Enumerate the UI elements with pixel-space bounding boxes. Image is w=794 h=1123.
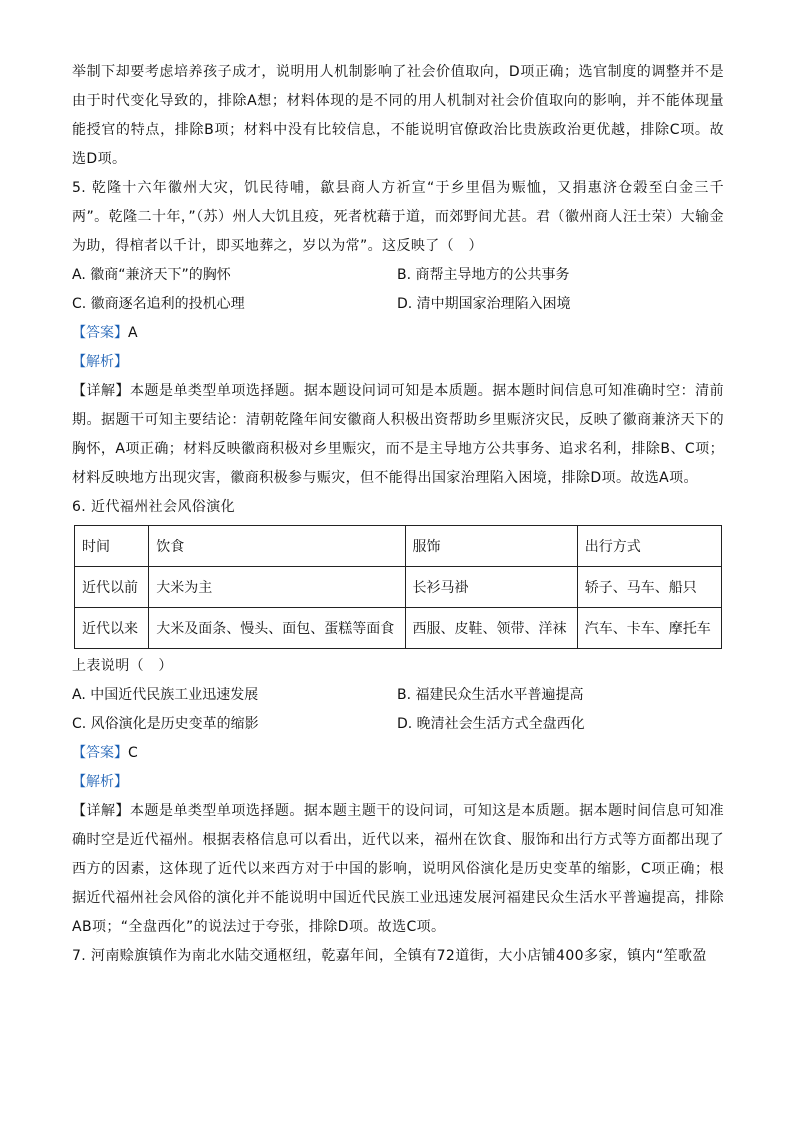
table-header-row	[75, 526, 722, 567]
q5-answer	[72, 319, 724, 348]
q5-option-d: D. 清中期国家治理陷入困境	[397, 296, 571, 312]
q6-option-b: B. 福建民众生活水平普遍提高	[397, 687, 584, 703]
q6-answer-value: C	[128, 745, 138, 761]
table-row	[75, 608, 722, 649]
q5-detail-text: 本题是单类型单项选择题。据本题设问词可知是本质题。据本题时间信息可知准确时空：清前期。据题干可知主要结论：清朝乾隆年间安徽商人积极出资帮助乡里赈济灾民，反映了徽商兼济天下的胸怀，A项正确；材料反映徽商积极对乡里赈灾，而不是主导地方公共事务、追求名利，排除B、C项；材料反映地方出现灾害，徽商积极参与赈灾，但不能得出国家治理陷入困境，排除D项。故选A项。	[72, 383, 724, 486]
document-page	[72, 58, 724, 971]
table-cell: 长衫马褂	[405, 567, 577, 608]
q6-option-a: A. 中国近代民族工业迅速发展	[72, 687, 259, 703]
table-header-cell: 出行方式	[577, 526, 721, 567]
q6-option-c: C. 风俗演化是历史变革的缩影	[72, 716, 259, 732]
q6-detail	[72, 797, 724, 942]
q6-answer-tag: 【答案】	[72, 745, 128, 761]
q7-stem: 7. 河南赊旗镇作为南北水陆交通枢纽，乾嘉年间，全镇有72道街，大小店铺400多家，镇内“笙歌盈	[72, 948, 707, 964]
q4-analysis-continued: 举制下却要考虑培养孩子成才，说明用人机制影响了社会价值取向，D项正确；选官制度的调整并不是由于时代变化导致的，排除A想；材料体现的是不同的用人机制对社会价值取向的影响，并不能体现量能授官的特点，排除B项；材料中没有比较信息，不能说明官僚政治比贵族政治更优越，排除C项。故选D项。	[72, 64, 724, 167]
q5-options-row-2	[72, 290, 724, 319]
q6-option-d: D. 晚清社会生活方式全盘西化	[397, 716, 585, 732]
q6-options-row-2	[72, 710, 724, 739]
q5-stem: 5. 乾隆十六年徽州大灾，饥民待哺，歙县商人方祈宣“于乡里倡为赈恤，又捐惠济仓榖至白金三千两”。乾隆二十年，”（苏）州人大饥且疫，死者枕藉于道，而郊野间尤甚。君（徽州商人汪士荣）大输金为助，得棺者以千计，即买地葬之，岁以为常”。这反映了（ ）	[72, 180, 724, 254]
q6-detail-tag: 【详解】	[72, 803, 130, 819]
q5-analysis-tag: 【解析】	[72, 354, 128, 370]
q5-option-c: C. 徽商逐名追利的投机心理	[72, 296, 245, 312]
q6-options-row-1	[72, 681, 724, 710]
q5-option-a: A. 徽商“兼济天下”的胸怀	[72, 267, 231, 283]
q5-options-row-1	[72, 261, 724, 290]
table-cell: 西服、皮鞋、领带、洋袜	[405, 608, 577, 649]
table-header-cell: 时间	[75, 526, 149, 567]
table-cell: 近代以来	[75, 608, 149, 649]
table-cell: 近代以前	[75, 567, 149, 608]
q5-detail-tag: 【详解】	[72, 383, 130, 399]
table-cell: 轿子、马车、船只	[577, 567, 721, 608]
table-cell: 大米为主	[149, 567, 405, 608]
q6-table	[74, 525, 722, 649]
table-header-cell: 饮食	[149, 526, 405, 567]
q6-question: 上表说明（ ）	[72, 658, 173, 674]
q5-answer-tag: 【答案】	[72, 325, 128, 341]
q6-detail-text: 本题是单类型单项选择题。据本题主题干的设问词，可知这是本质题。据本题时间信息可知准确时空是近代福州。根据表格信息可以看出，近代以来，福州在饮食、服饰和出行方式等方面都出现了西方的因素，这体现了近代以来西方对于中国的影响，说明风俗演化是历史变革的缩影，C项正确；根据近代福州社会风俗的演化并不能说明中国近代民族工业迅速发展河福建民众生活水平普遍提高，排除AB项；“全盘西化”的说法过于夸张，排除D项。故选C项。	[72, 803, 724, 935]
q6-answer	[72, 739, 724, 768]
q5-detail	[72, 377, 724, 493]
q5-option-b: B. 商帮主导地方的公共事务	[397, 267, 570, 283]
q6-analysis-tag: 【解析】	[72, 774, 128, 790]
q6-stem: 6. 近代福州社会风俗演化	[72, 499, 236, 515]
q5-answer-value: A	[128, 325, 138, 341]
table-cell: 汽车、卡车、摩托车	[577, 608, 721, 649]
table-row	[75, 567, 722, 608]
table-cell: 大米及面条、慢头、面包、蛋糕等面食	[149, 608, 405, 649]
table-header-cell: 服饰	[405, 526, 577, 567]
